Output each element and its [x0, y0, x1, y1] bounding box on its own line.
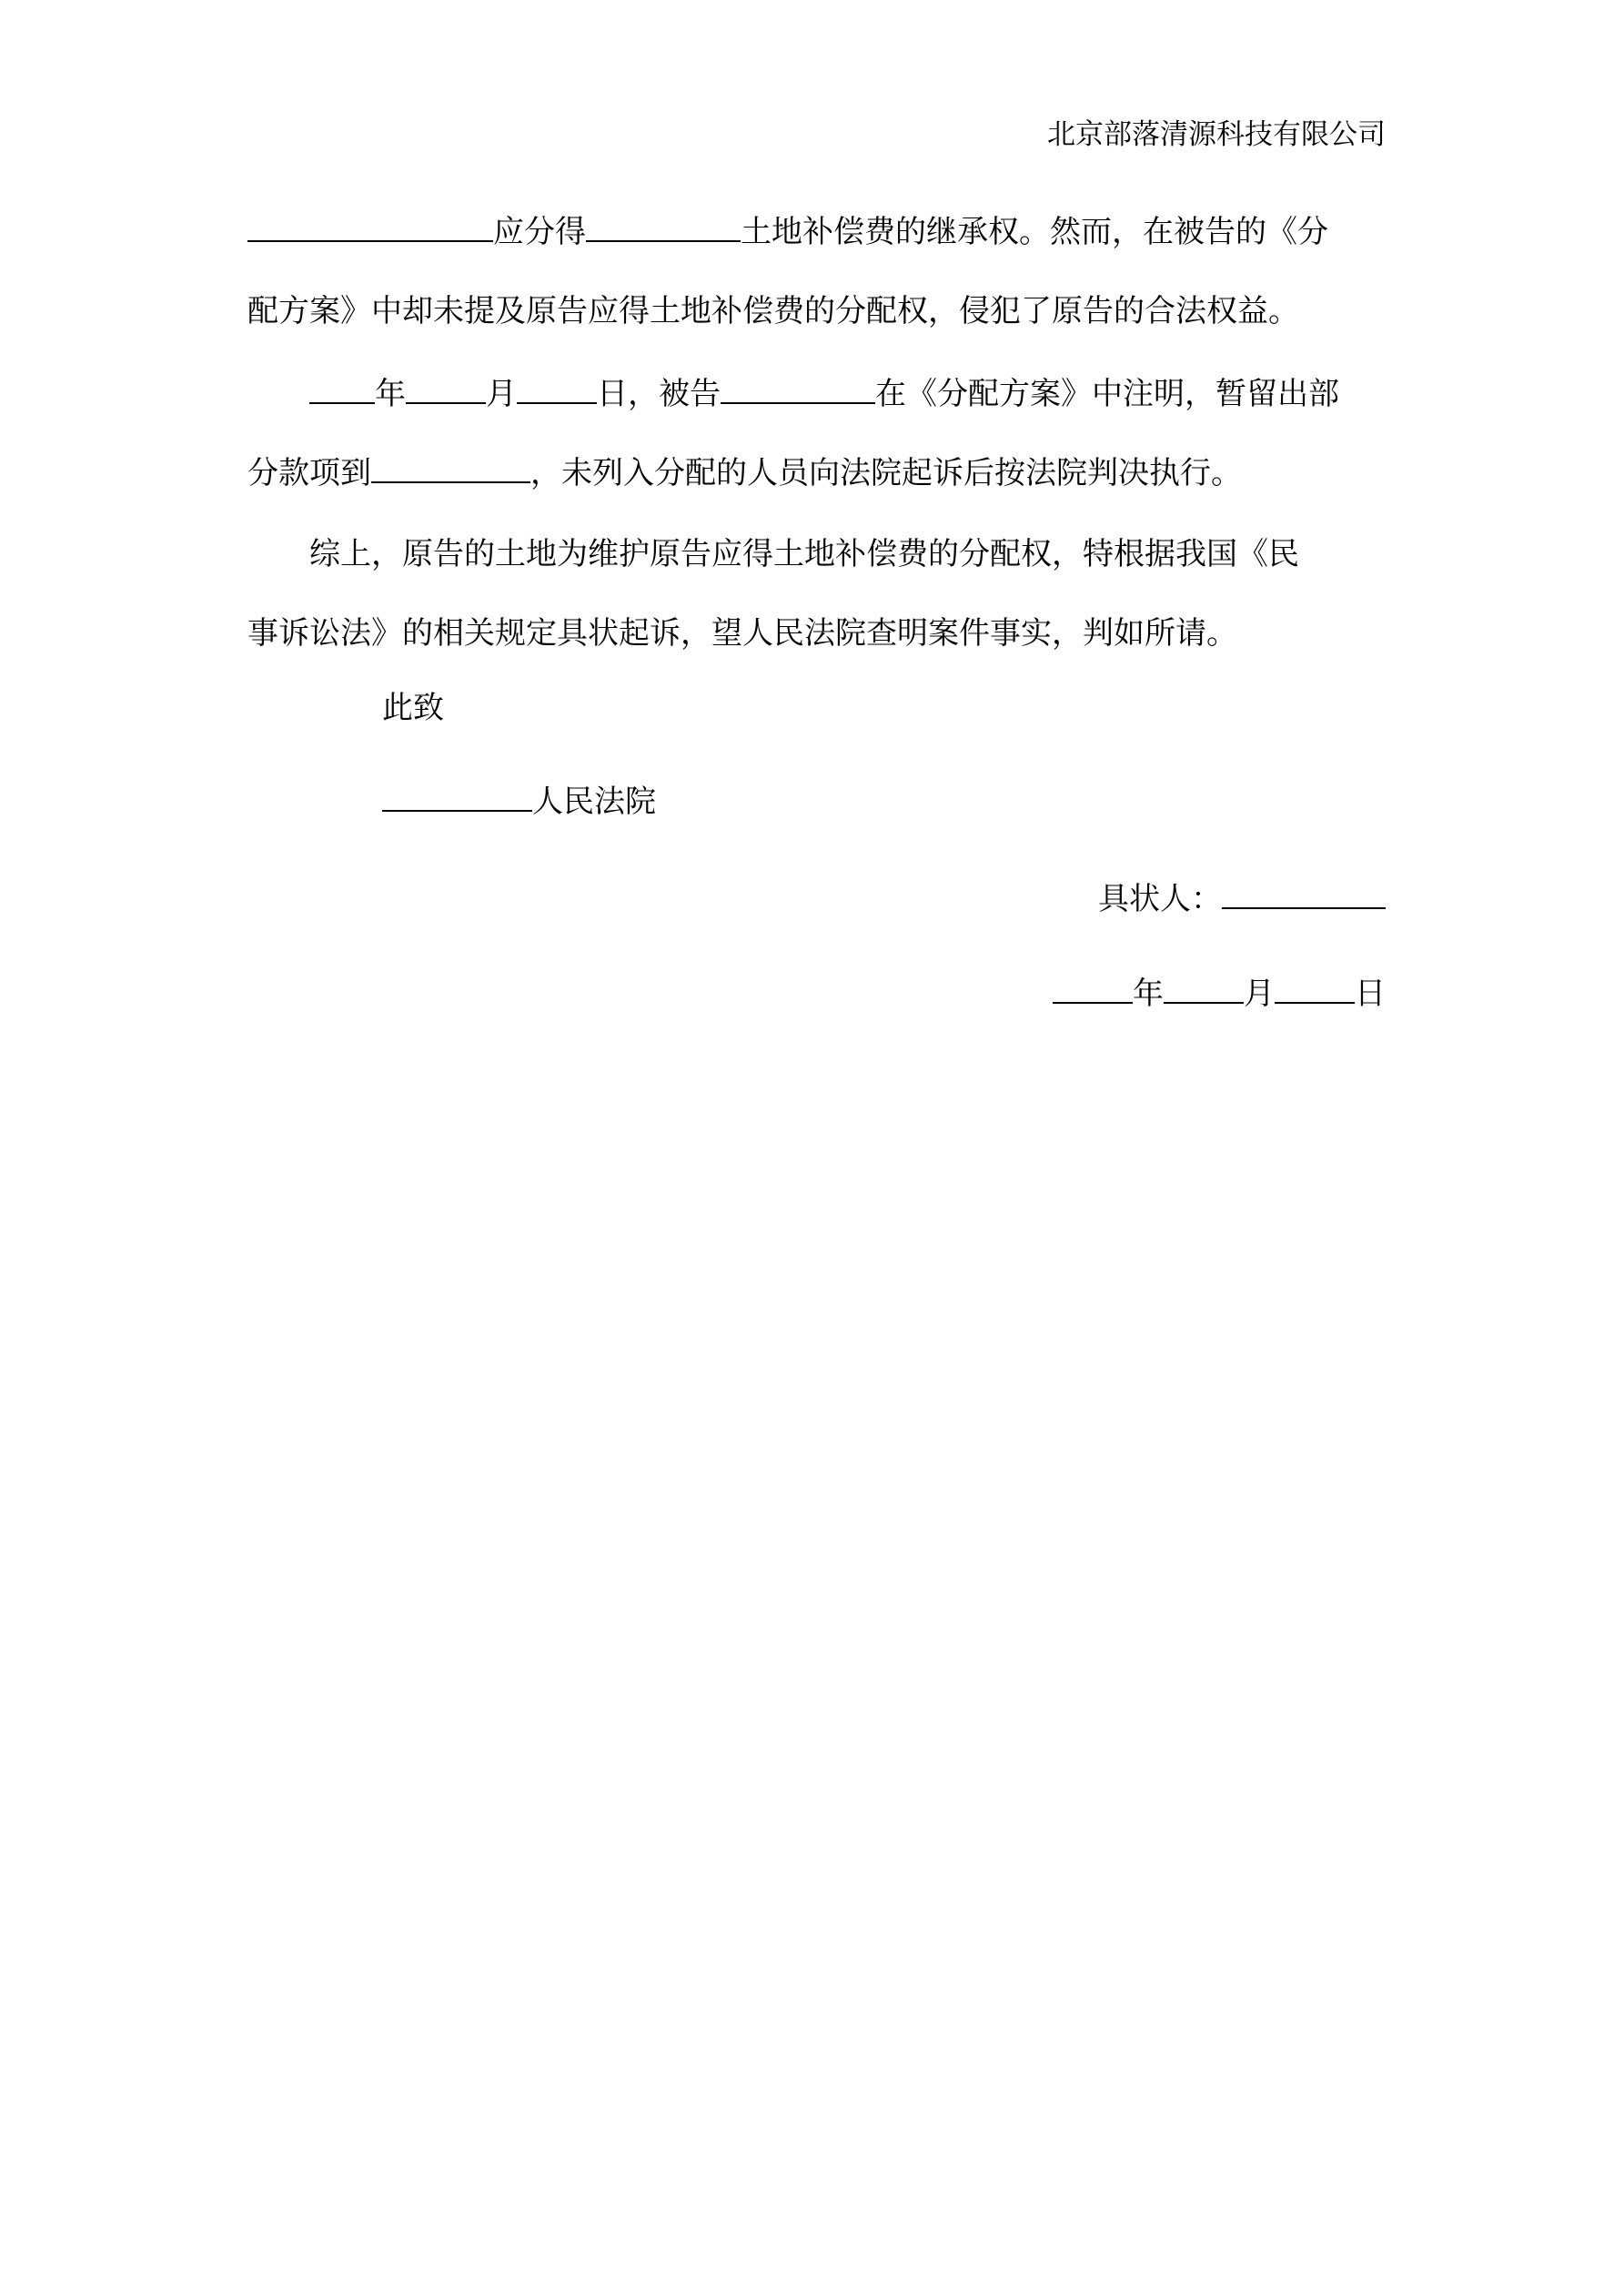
- text-segment: 土地补偿费的继承权。然而，在被告的《分: [741, 214, 1328, 250]
- blank-field[interactable]: [371, 456, 530, 483]
- blank-court-name[interactable]: [382, 784, 532, 812]
- blank-field[interactable]: [586, 215, 741, 242]
- blank-day[interactable]: [1275, 976, 1355, 1004]
- text-segment: 月: [486, 376, 517, 412]
- paragraph-inheritance: [247, 193, 1385, 351]
- text-segment: 应分得: [493, 214, 586, 250]
- date-month-label: 月: [1244, 976, 1275, 1012]
- text-segment: 年: [375, 376, 406, 412]
- paragraph-line: [247, 355, 1385, 434]
- text-segment: 分款项到: [247, 455, 371, 491]
- text-segment: 在《分配方案》中注明，暂留出部: [875, 376, 1339, 412]
- signature-line: [1098, 865, 1386, 934]
- blank-month[interactable]: [1164, 976, 1244, 1004]
- paragraph-conclusion: [247, 515, 1385, 673]
- court-label: 人民法院: [532, 784, 656, 820]
- salutation: 此致: [382, 690, 444, 726]
- blank-defendant[interactable]: [721, 377, 875, 404]
- paragraph-line: 配方案》中却未提及原告应得土地补偿费的分配权，侵犯了原告的合法权益。: [247, 293, 1299, 329]
- text-segment: ，未列入分配的人员向法院起诉后按法院判决执行。: [530, 455, 1242, 491]
- blank-year[interactable]: [309, 377, 375, 404]
- blank-field[interactable]: [247, 215, 493, 242]
- date-year-label: 年: [1133, 976, 1164, 1012]
- date-day-label: 日: [1355, 976, 1386, 1012]
- court-addressee: [382, 767, 656, 836]
- text-segment: 日，被告: [597, 376, 721, 412]
- blank-month[interactable]: [406, 377, 486, 404]
- company-header: 北京部落清源科技有限公司: [1047, 118, 1386, 151]
- paragraph-line: 综上，原告的土地为维护原告应得土地补偿费的分配权，特根据我国《民: [309, 536, 1299, 572]
- paragraph-distribution: [247, 355, 1385, 513]
- paragraph-line: 事诉讼法》的相关规定具状起诉，望人民法院查明案件事实，判如所请。: [247, 615, 1237, 652]
- blank-year[interactable]: [1053, 976, 1133, 1004]
- blank-signature[interactable]: [1222, 882, 1386, 909]
- paragraph-line: [247, 193, 1385, 272]
- paragraph-line: [247, 434, 1385, 513]
- date-line: [1053, 959, 1386, 1028]
- signature-label: 具状人：: [1098, 881, 1222, 917]
- blank-day[interactable]: [517, 377, 597, 404]
